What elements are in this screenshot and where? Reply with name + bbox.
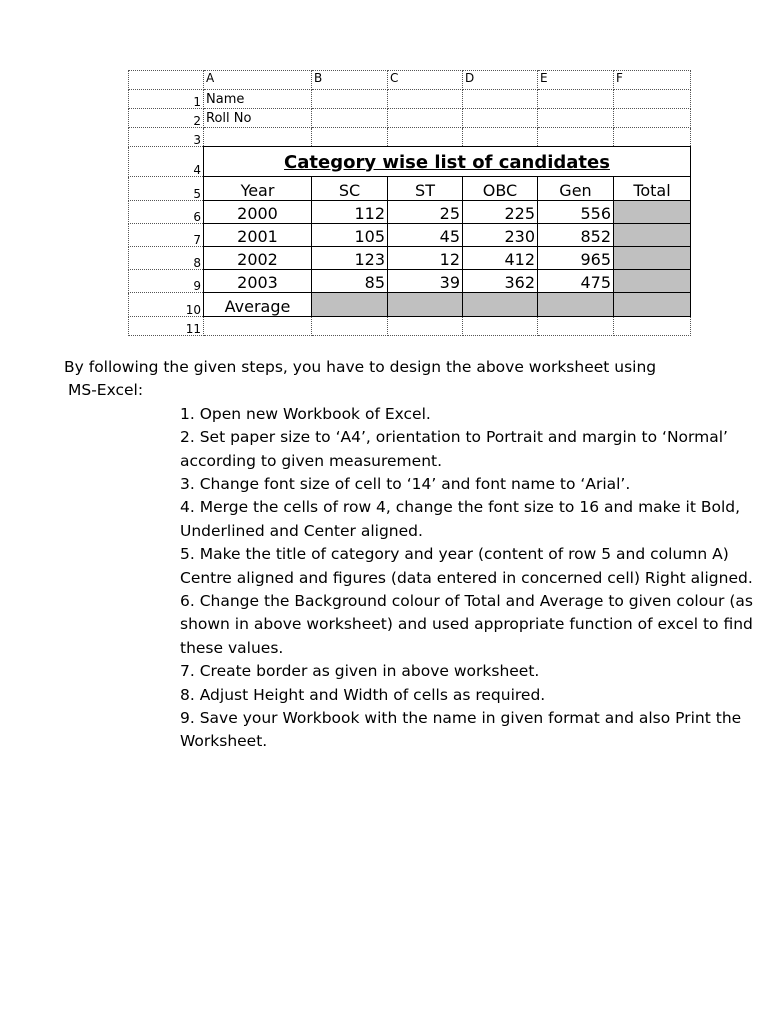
st-cell: 39 xyxy=(388,270,463,293)
data-row xyxy=(129,247,691,270)
cell xyxy=(463,128,538,147)
row-number: 7 xyxy=(129,224,204,247)
cell xyxy=(614,109,691,128)
sc-cell: 105 xyxy=(312,224,388,247)
instruction-line: 3. Change font size of cell to ‘14’ and font name to ‘Arial’. xyxy=(180,475,631,493)
st-cell: 25 xyxy=(388,201,463,224)
sheet-row-2 xyxy=(129,109,691,128)
year-cell: 2003 xyxy=(204,270,312,293)
cell xyxy=(538,317,614,336)
intro-line-2: MS-Excel: xyxy=(68,381,144,400)
header-row xyxy=(129,177,691,201)
cell xyxy=(388,317,463,336)
header-gen: Gen xyxy=(538,177,614,201)
col-header-e: E xyxy=(538,71,614,90)
worksheet-table xyxy=(128,70,691,336)
gen-cell: 475 xyxy=(538,270,614,293)
cell xyxy=(538,90,614,109)
average-label: Average xyxy=(204,293,312,317)
sheet-row-4 xyxy=(129,147,691,177)
instruction-line: 8. Adjust Height and Width of cells as required. xyxy=(180,685,546,704)
cell xyxy=(312,109,388,128)
gen-cell: 852 xyxy=(538,224,614,247)
year-cell: 2002 xyxy=(204,247,312,270)
intro-line-1: By following the given steps, you have to design the above worksheet using xyxy=(64,358,657,376)
rollno-label: Roll No xyxy=(204,109,312,128)
average-cell xyxy=(614,293,691,317)
obc-cell: 362 xyxy=(463,270,538,293)
cell xyxy=(312,128,388,147)
col-header-f: F xyxy=(614,71,691,90)
row-number: 11 xyxy=(129,317,204,336)
cell xyxy=(463,90,538,109)
instruction-line: Centre aligned and figures (data entered in concerned cell) Right aligned. xyxy=(180,568,753,587)
col-header-c: C xyxy=(388,71,463,90)
row-number: 8 xyxy=(129,247,204,270)
instruction-line: 9. Save your Workbook with the name in given format and also Print the xyxy=(180,709,742,727)
cell xyxy=(614,128,691,147)
average-cell xyxy=(463,293,538,317)
instruction-line: shown in above worksheet) and used appropriate function of excel to find xyxy=(180,615,753,634)
sheet-row-3 xyxy=(129,128,691,147)
total-cell xyxy=(614,224,691,247)
header-year: Year xyxy=(204,177,312,201)
header-sc: SC xyxy=(312,177,388,201)
average-cell xyxy=(312,293,388,317)
data-row xyxy=(129,270,691,293)
instruction-line: 1. Open new Workbook of Excel. xyxy=(180,404,431,423)
obc-cell: 225 xyxy=(463,201,538,224)
average-cell xyxy=(538,293,614,317)
cell xyxy=(312,90,388,109)
cell xyxy=(204,128,312,147)
col-header-a: A xyxy=(204,71,312,90)
instruction-line: 6. Change the Background colour of Total and Average to given colour (as xyxy=(180,592,753,610)
instruction-line: 5. Make the title of category and year (content of row 5 and column A) xyxy=(180,545,729,564)
sheet-row-11 xyxy=(129,317,691,336)
header-total: Total xyxy=(614,177,691,201)
sheet-row-1 xyxy=(129,90,691,109)
instruction-line: 4. Merge the cells of row 4, change the font size to 16 and make it Bold, xyxy=(180,498,741,517)
total-cell xyxy=(614,201,691,224)
data-row xyxy=(129,224,691,247)
cell xyxy=(312,317,388,336)
instruction-line: these values. xyxy=(180,638,284,657)
row-number: 2 xyxy=(129,109,204,128)
cell xyxy=(388,109,463,128)
sc-cell: 85 xyxy=(312,270,388,293)
sc-cell: 112 xyxy=(312,201,388,224)
row-number: 10 xyxy=(129,293,204,317)
name-label: Name xyxy=(204,90,312,109)
year-cell: 2000 xyxy=(204,201,312,224)
average-cell xyxy=(388,293,463,317)
obc-cell: 230 xyxy=(463,224,538,247)
instruction-line: according to given measurement. xyxy=(180,451,443,470)
cell xyxy=(463,317,538,336)
corner-cell xyxy=(129,71,204,90)
st-cell: 45 xyxy=(388,224,463,247)
column-header-row xyxy=(129,71,691,90)
cell xyxy=(204,317,312,336)
sc-cell: 123 xyxy=(312,247,388,270)
cell xyxy=(614,317,691,336)
average-row xyxy=(129,293,691,317)
cell xyxy=(538,109,614,128)
data-row xyxy=(129,201,691,224)
year-cell: 2001 xyxy=(204,224,312,247)
header-obc: OBC xyxy=(463,177,538,201)
obc-cell: 412 xyxy=(463,247,538,270)
header-st: ST xyxy=(388,177,463,201)
row-number: 3 xyxy=(129,128,204,147)
row-number: 6 xyxy=(129,201,204,224)
row-number: 4 xyxy=(129,147,204,177)
cell xyxy=(463,109,538,128)
row-number: 9 xyxy=(129,270,204,293)
total-cell xyxy=(614,270,691,293)
gen-cell: 965 xyxy=(538,247,614,270)
gen-cell: 556 xyxy=(538,201,614,224)
row-number: 1 xyxy=(129,90,204,109)
cell xyxy=(388,90,463,109)
st-cell: 12 xyxy=(388,247,463,270)
cell xyxy=(538,128,614,147)
instruction-line: Underlined and Center aligned. xyxy=(180,521,423,540)
cell xyxy=(614,90,691,109)
sheet-title: Category wise list of candidates xyxy=(204,147,691,177)
instruction-line: Worksheet. xyxy=(180,732,268,751)
instruction-line: 7. Create border as given in above worksheet. xyxy=(180,662,540,681)
col-header-d: D xyxy=(463,71,538,90)
worksheet xyxy=(128,70,690,338)
cell xyxy=(388,128,463,147)
col-header-b: B xyxy=(312,71,388,90)
instruction-line: 2. Set paper size to ‘A4’, orientation to Portrait and margin to ‘Normal’ xyxy=(180,428,728,447)
total-cell xyxy=(614,247,691,270)
row-number: 5 xyxy=(129,177,204,201)
